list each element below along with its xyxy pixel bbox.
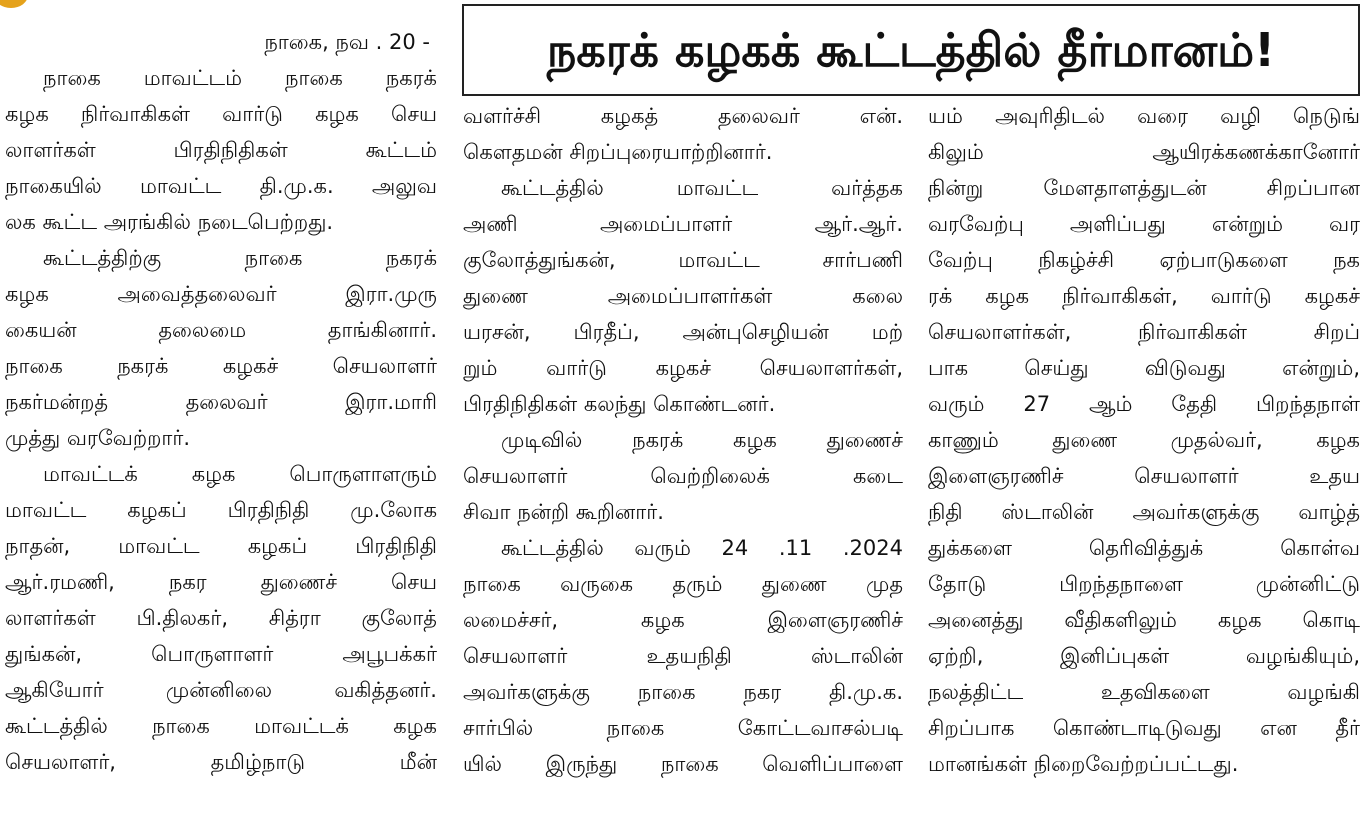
article-line: வளர்ச்சி கழகத் தலைவர் என். (463, 104, 903, 128)
article-line: செயலாளர்கள், நிர்வாகிகள் சிறப் (928, 320, 1360, 344)
article-line: நாகை மாவட்டம் நாகை நகரக் (43, 66, 437, 90)
article-line: லக கூட்ட அரங்கில் நடைபெற்றது. (5, 210, 334, 234)
article-line: சிவா நன்றி கூறினார். (463, 500, 664, 524)
article-line: பிரதிநிதிகள் கலந்து கொண்டனர். (463, 392, 776, 416)
article-line: கூட்டத்தில் நாகை மாவட்டக் கழக (5, 714, 437, 738)
article-line: றும் வார்டு கழகச் செயலாளர்கள், (463, 356, 903, 380)
article-line: கையன் தலைமை தாங்கினார். (5, 318, 437, 342)
article-line: தோடு பிறந்தநாளை முன்னிட்டு (928, 572, 1360, 596)
article-line: மாவட்ட கழகப் பிரதிநிதி மு.லோக (5, 498, 437, 522)
article-line: குலோத்துங்கன், மாவட்ட சார்பணி (463, 248, 903, 272)
article-line: ஆகியோர் முன்னிலை வகித்தனர். (5, 678, 437, 702)
article-column-1 (5, 24, 437, 830)
article-line: மானங்கள் நிறைவேற்றப்பட்டது. (928, 752, 1239, 776)
article-line: செயலாளர் வெற்றிலைக் கடை (463, 464, 903, 488)
corner-ornament (0, 0, 28, 8)
article-line: நாகை நகரக் கழகச் செயலாளர் (5, 354, 437, 378)
article-line: நாகை வருகை தரும் துணை முத (463, 572, 903, 596)
article-line: கழக நிர்வாகிகள் வார்டு கழக செய (5, 102, 437, 126)
article-line: நிதி ஸ்டாலின் அவர்களுக்கு வாழ்த் (928, 500, 1360, 524)
article-line: சிறப்பாக கொண்டாடிடுவது என தீர் (928, 716, 1360, 740)
headline-box (462, 4, 1360, 96)
article-column-2 (463, 98, 903, 830)
article-line: அவர்களுக்கு நாகை நகர தி.மு.க. (463, 680, 903, 704)
article-line: இளைஞரணிச் செயலாளர் உதய (928, 464, 1360, 488)
article-line: அனைத்து வீதிகளிலும் கழக கொடி (928, 608, 1360, 632)
article-line: செயலாளர் உதயநிதி ஸ்டாலின் (463, 644, 903, 668)
article-line: ஆர்.ரமணி, நகர துணைச் செய (5, 570, 437, 594)
article-line: பாக செய்து விடுவது என்றும், (928, 356, 1360, 380)
article-line: கூட்டத்திற்கு நாகை நகரக் (43, 246, 437, 270)
article-line: துக்களை தெரிவித்துக் கொள்வ (928, 536, 1360, 560)
article-line: கழக அவைத்தலைவர் இரா.முரு (5, 282, 437, 306)
article-line: முடிவில் நகரக் கழக துணைச் (501, 428, 903, 452)
article-column-3 (928, 98, 1360, 830)
article-line: யில் இருந்து நாகை வெளிப்பாளை (463, 752, 903, 776)
article-line: யரசன், பிரதீப், அன்புசெழியன் மற் (463, 320, 903, 344)
article-line: துணை அமைப்பாளர்கள் கலை (463, 284, 903, 308)
article-line: முத்து வரவேற்றார். (5, 426, 191, 450)
article-line: வரும் 27 ஆம் தேதி பிறந்தநாள் (928, 392, 1360, 416)
article-line: காணும் துணை முதல்வர், கழக (928, 428, 1360, 452)
article-line: அணி அமைப்பாளர் ஆர்.ஆர். (463, 212, 903, 236)
article-line: துங்கன், பொருளாளர் அபூபக்கர் (5, 642, 437, 666)
article-line: கௌதமன் சிறப்புரையாற்றினார். (463, 140, 773, 164)
article-line: வேற்பு நிகழ்ச்சி ஏற்பாடுகளை நக (928, 248, 1360, 272)
article-line: சார்பில் நாகை கோட்டவாசல்படி (463, 716, 903, 740)
article-line: கூட்டத்தில் வரும் 24 .11 .2024 (501, 536, 903, 560)
article-line: நின்று மேளதாளத்துடன் சிறப்பான (928, 176, 1360, 200)
article-line: லமைச்சர், கழக இளைஞரணிச் (463, 608, 903, 632)
article-line: நாதன், மாவட்ட கழகப் பிரதிநிதி (5, 534, 437, 558)
article-line: லாளர்கள் பிரதிநிதிகள் கூட்டம் (5, 138, 437, 162)
article-line: லாளர்கள் பி.திலகர், சித்ரா குலோத் (5, 606, 437, 630)
article-line: செயலாளர், தமிழ்நாடு மீன் (5, 750, 437, 774)
dateline: நாகை, நவ . 20 - (264, 30, 430, 54)
article-line: கிலும் ஆயிரக்கணக்கானோர் (928, 140, 1360, 164)
article-line: வரவேற்பு அளிப்பது என்றும் வர (928, 212, 1360, 236)
article-line: மாவட்டக் கழக பொருளாளரும் (43, 462, 437, 486)
article-line: ரக் கழக நிர்வாகிகள், வார்டு கழகச் (928, 284, 1360, 308)
headline: நகரக் கழகக் கூட்டத்தில் தீர்மானம்! (546, 23, 1276, 77)
article-line: ஏற்றி, இனிப்புகள் வழங்கியும், (928, 644, 1360, 668)
article-line: கூட்டத்தில் மாவட்ட வர்த்தக (501, 176, 903, 200)
article-line: யம் அவுரிதிடல் வரை வழி நெடுங் (928, 104, 1360, 128)
article-line: நகர்மன்றத் தலைவர் இரா.மாரி (5, 390, 437, 414)
article-line: நாகையில் மாவட்ட தி.மு.க. அலுவ (5, 174, 437, 198)
article-line: நலத்திட்ட உதவிகளை வழங்கி (928, 680, 1360, 704)
